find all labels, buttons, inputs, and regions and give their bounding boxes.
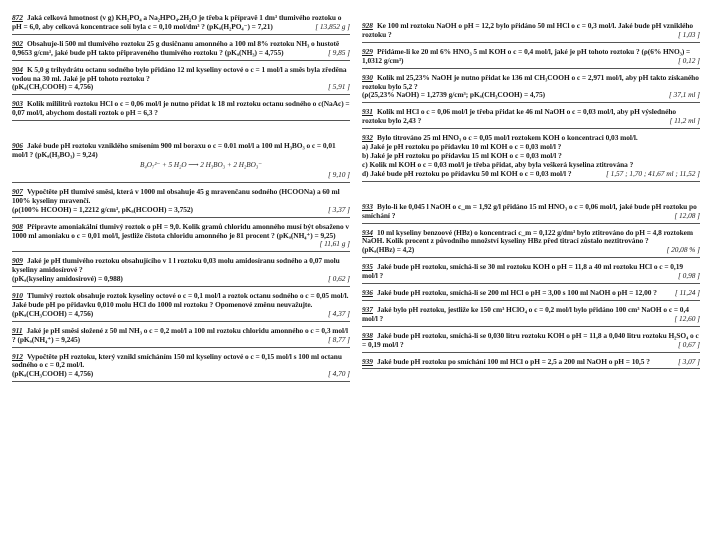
problem-text: Jaké je pH tlumivého roztoku obsahujícího v 1 l roztoku 0,03 molu amidosíranu sodného a 0,07 molu kyseliny amidosírové ? (pKₐ(kyseliny amidosírové) = 0,988)	[12, 256, 340, 284]
answer-rule	[12, 251, 350, 252]
problem-answer: [ 0,12 ]	[678, 55, 700, 65]
clear	[12, 118, 350, 119]
problem-number: 907	[12, 186, 23, 196]
problem-number: 911	[12, 325, 23, 335]
problem-text: Kolik ml HCl o c = 0,06 mol/l je třeba přidat ke 46 ml NaOH o c = 0,03 mol/l, aby pH výsledného roztoku bylo 2,43 ?	[362, 107, 677, 126]
problem-answer: [ 11,61 g ]	[319, 239, 350, 249]
problem-938	[362, 332, 700, 353]
problem-936	[362, 289, 700, 301]
problem-answer: [ 20,08 % ]	[666, 245, 700, 255]
clear	[362, 366, 700, 367]
problem-answer: [ 4,37 ]	[328, 308, 350, 318]
problem-answer: [ 8,77 ]	[328, 334, 350, 344]
right-page	[362, 22, 700, 522]
clear	[362, 66, 700, 67]
problem-number: 902	[12, 38, 23, 48]
answer-rule	[12, 217, 350, 218]
problem-number: 903	[12, 99, 23, 109]
problem-935	[362, 263, 700, 284]
clear	[12, 345, 350, 346]
problem-number: 909	[12, 256, 23, 266]
problem-number: 938	[362, 330, 373, 340]
problem-text: Vypočtěte pH tlumivé směsi, která v 1000 ml obsahuje 45 g mravenčanu sodného (HCOONa) a 60 ml 100% kyseliny mravenčí. (ρ(100% HCOOH) = 1,2212 g/cm³, pKₐ(HCOOH) = 3,752)	[12, 186, 340, 214]
problem-number: 934	[362, 227, 373, 237]
problem-text: Jaké bude pH roztoku po smíchání 100 ml HCl o pH = 2,5 a 200 ml NaOH o pH = 10,5 ?	[376, 356, 650, 366]
problem-answer: [ 1,57 ; 1,70 ; 41,67 ml ; 11,52 ]	[605, 168, 700, 178]
problem-934	[362, 229, 700, 259]
problem-928	[362, 22, 700, 43]
problem-number: 908	[12, 221, 23, 231]
clear	[362, 221, 700, 222]
problem-number: 936	[362, 288, 373, 298]
problem-907	[12, 188, 350, 218]
problem-number: 910	[12, 291, 23, 301]
clear	[12, 249, 350, 250]
problem-number: 931	[362, 107, 373, 117]
problem-text: Jaká celková hmotnost (v g) KH₂PO₄ a Na₂HPO₄.2H₂O je třeba k přípravě 1 dm³ tlumivého roztoku o pH = 6,0, aby celková koncentrace solí byla c = 0,10 mol/dm³ ? (pKₐ(H₂PO₄⁻) = 7,21)	[12, 14, 342, 31]
clear	[12, 319, 350, 320]
clear	[362, 281, 700, 282]
problem-909	[12, 257, 350, 287]
problem-text: Přidáme-li ke 20 ml 6% HNO₃ 5 ml KOH o c = 0,4 mol/l, jaké je pH tohoto roztoku ? (ρ(6% HNO₃) = 1,0312 g/cm³)	[362, 46, 691, 65]
answer-rule	[362, 283, 700, 284]
answer-rule	[12, 286, 350, 287]
problem-911	[12, 327, 350, 348]
problem-text: Ke 100 ml roztoku NaOH o pH = 12,2 bylo přidáno 50 ml HCl o c = 0,3 mol/l. Jaké bude pH vzniklého roztoku ?	[362, 22, 694, 39]
problem-number: 929	[362, 46, 373, 56]
problem-answer: [ 3,37 ]	[328, 204, 350, 214]
problem-906	[12, 142, 350, 183]
problem-answer: [ 37,1 ml ]	[668, 90, 700, 100]
problem-number: 932	[362, 133, 373, 143]
problem-902	[12, 40, 350, 61]
problem-answer: [ 3,07 ]	[678, 356, 700, 366]
problem-932	[362, 134, 700, 182]
clear	[362, 126, 700, 127]
problem-answer: [ 9,85 ]	[328, 47, 350, 57]
problem-answer: [ 0,67 ]	[678, 339, 700, 349]
problem-answer: [ 11,2 ml ]	[669, 116, 700, 126]
clear	[12, 379, 350, 380]
answer-rule	[362, 181, 700, 182]
answer-rule	[362, 368, 700, 369]
problem-answer: [ 9,10 ]	[328, 169, 350, 179]
problem-931	[362, 108, 700, 129]
answer-rule	[362, 68, 700, 69]
answer-rule	[362, 102, 700, 103]
problem-933	[362, 203, 700, 224]
problem-text: Připravte amoniakální tlumivý roztok o pH = 9,0. Kolik gramů chloridu amonného musí být obsaženo v 1000 ml amoniaku o c = 0,01 mol/l, jestliže čistota chloridu amonného je 81 procent ? (pKₐ(NH₄⁺) = 9,25)	[12, 221, 350, 240]
problem-text: Jaké bude pH roztoku, smíchá-li se 0,030 litru roztoku KOH o pH = 11,8 a 0,040 litru roztoku H₂SO₄ o c = 0,19 mol/l ?	[362, 330, 699, 349]
problem-912	[12, 353, 350, 383]
problem-text: 10 ml kyseliny benzoové (HBz) o koncentraci c_m = 0,122 g/dm³ bylo ztitrováno do pH = 4,8 roztokem NaOH. Kolik procent z původního množství kyseliny HBz před titrací zůstalo neztitrováno ? (pKₐ(HBz) = 4,2)	[362, 227, 693, 255]
problem-903	[12, 100, 350, 121]
problem-939	[362, 358, 700, 370]
problem-answer: [ 11,24 ]	[674, 288, 700, 298]
answer-rule	[12, 120, 350, 121]
problem-answer: [ 12,60 ]	[674, 313, 700, 323]
section-gap	[12, 126, 350, 142]
clear	[362, 179, 700, 180]
left-page	[12, 14, 350, 526]
answer-rule	[362, 42, 700, 43]
problem-929	[362, 48, 700, 69]
reaction-equation: B₄O₇²⁻ + 5 H₂O ⟶ 2 H₃BO₃ + 2 H₂BO₃⁻	[140, 160, 262, 169]
clear	[362, 324, 700, 325]
problem-text: Kolik mililitrů roztoku HCl o c = 0,06 mol/l je nutno přidat k 18 ml roztoku octanu sodného o c(NaAc) = 0,07 mol/l, abychom dostali roztok o pH = 6,3 ?	[12, 99, 350, 118]
answer-rule	[362, 223, 700, 224]
answer-rule	[362, 128, 700, 129]
problem-text: Bylo titrováno 25 ml HNO₃ o c = 0,05 mol/l roztokem KOH o koncentraci 0,03 mol/l. a) Jaké je pH roztoku po přídavku 10 ml KOH o c = 0,03 mol/l ? b) Jaké je pH roztoku po přídavku 15 ml KOH o c = 0,03 mol/l ? c) Kolik ml KOH o c = 0,03 mol/l je třeba přidat, aby byla veškerá kyselina ztitrována ? d) Jaké bude pH roztoku po přídavku 50 ml KOH o c = 0,03 mol/l ?	[362, 133, 638, 178]
clear	[12, 284, 350, 285]
problem-text: Jaké bude pH roztoku, smíchá-li se 30 ml roztoku KOH o pH = 11,8 a 40 ml roztoku HCl o c = 0,19 mol/l ?	[362, 262, 684, 281]
problem-number: 930	[362, 72, 373, 82]
problem-number: 904	[12, 64, 23, 74]
problem-number: 933	[362, 201, 373, 211]
answer-rule	[12, 321, 350, 322]
problem-937	[362, 306, 700, 327]
clear	[12, 92, 350, 93]
problem-text: Tlumivý roztok obsahuje roztok kyseliny octové o c = 0,1 mol/l a roztok octanu sodného o c = 0,05 mol/l. Jaké bude pH po přidavku 0,010 molu HCl do 1000 ml roztoku ? Opomenové změnu neuvažujte. (pKₐ(CH₃COOH) = 4,756)	[12, 291, 349, 318]
problem-number: 939	[362, 356, 373, 366]
problem-number: 937	[362, 304, 373, 314]
problem-number: 912	[12, 351, 23, 361]
problem-number: 935	[362, 262, 373, 272]
answer-rule	[362, 326, 700, 327]
problem-904	[12, 66, 350, 96]
answer-rule	[12, 182, 350, 183]
problem-930	[362, 74, 700, 104]
problem-text: Obsahuje-li 500 ml tlumivého roztoku 25 g dusičnanu amonného a 100 ml 8% roztoku NH₃ o hustotě 0,9653 g/cm³, jaké bude pH takto připraveného tlumivého roztoku ? (pKₐ(NH₃) = 4,755)	[12, 38, 340, 57]
clear	[12, 32, 350, 33]
problem-text: Jaké bude pH roztoku, smíchá-li se 200 ml HCl o pH = 3,00 s 100 ml NaOH o pH = 12,00 ?	[376, 288, 657, 298]
clear	[12, 58, 350, 59]
clear	[362, 255, 700, 256]
problem-872	[12, 14, 350, 35]
problem-number: 928	[362, 22, 373, 30]
problem-text: Jaké je pH směsi složené z 50 ml NH₃ o c = 0,2 mol/l a 100 ml roztoku chloridu amonného o c = 0,3 mol/l ? (pKₐ(NH₄⁺) = 9,245)	[12, 325, 349, 344]
clear	[12, 215, 350, 216]
clear	[362, 40, 700, 41]
problem-answer: [ 13,852 g ]	[315, 21, 350, 31]
problem-answer: [ 1,03 ]	[678, 29, 700, 39]
answer-rule	[12, 94, 350, 95]
answer-rule	[12, 34, 350, 35]
problem-910	[12, 292, 350, 322]
problem-number: 872	[12, 14, 23, 22]
section-gap	[362, 187, 700, 203]
clear	[362, 100, 700, 101]
problem-number: 906	[12, 141, 23, 151]
answer-rule	[12, 60, 350, 61]
answer-rule	[12, 381, 350, 382]
answer-rule	[362, 300, 700, 301]
clear	[12, 180, 350, 181]
problem-908	[12, 223, 350, 253]
clear	[362, 298, 700, 299]
problem-text: Jaké bude pH roztoku vzniklého smísením 900 ml boraxu o c = 0.01 mol/l a 100 ml H₃BO₃ o c = 0,01 mol/l ? (pKₐ(H₃BO₃) = 9,24)	[12, 141, 336, 160]
clear	[362, 350, 700, 351]
problem-answer: [ 4,70 ]	[328, 369, 350, 379]
problem-text: Kolik ml 25,23% NaOH je nutno přidat ke 136 ml CH₃COOH o c = 2,971 mol/l, aby pH takto získaného roztoku bylo 5,2 ? (ρ(25,23% NaOH) = 1,2739 g/cm³; pKₐ(CH₃COOH) = 4,75)	[362, 72, 699, 100]
problem-answer: [ 5,91 ]	[328, 82, 350, 92]
answer-rule	[12, 347, 350, 348]
problem-answer: [ 0,62 ]	[328, 274, 350, 284]
problem-answer: [ 0,98 ]	[678, 271, 700, 281]
problem-text: Vypočtěte pH roztoku, který vznikl smícháním 150 ml kyseliny octové o c = 0,15 mol/l s 100 ml octanu sodného o c = 0,2 mol/l. (pKₐ(CH₃COOH) = 4,756)	[12, 351, 342, 379]
answer-rule	[362, 257, 700, 258]
answer-rule	[362, 352, 700, 353]
problem-answer: [ 12,08 ]	[674, 210, 700, 220]
problem-text: Jaké bylo pH roztoku, jestliže ke 150 cm³ HClO₄ o c = 0,2 mol/l bylo přidáno 100 cm³ NaOH o c = 0,4 mol/l ?	[362, 304, 689, 323]
problem-text: K 5,0 g trihydrátu octanu sodného bylo přidáno 12 ml kyseliny octové o c = 1 mol/l a směs byla zředěna vodou na 30 ml. Jaké je pH tohoto roztoku ? (pKₐ(CH₃COOH) = 4,756)	[12, 64, 347, 92]
problem-text: Bylo-li ke 0,045 l NaOH o c_m = 1,92 g/l přidáno 15 ml HNO₃ o c = 0,06 mol/l, jaké bude pH roztoku po smíchání ?	[362, 201, 697, 220]
